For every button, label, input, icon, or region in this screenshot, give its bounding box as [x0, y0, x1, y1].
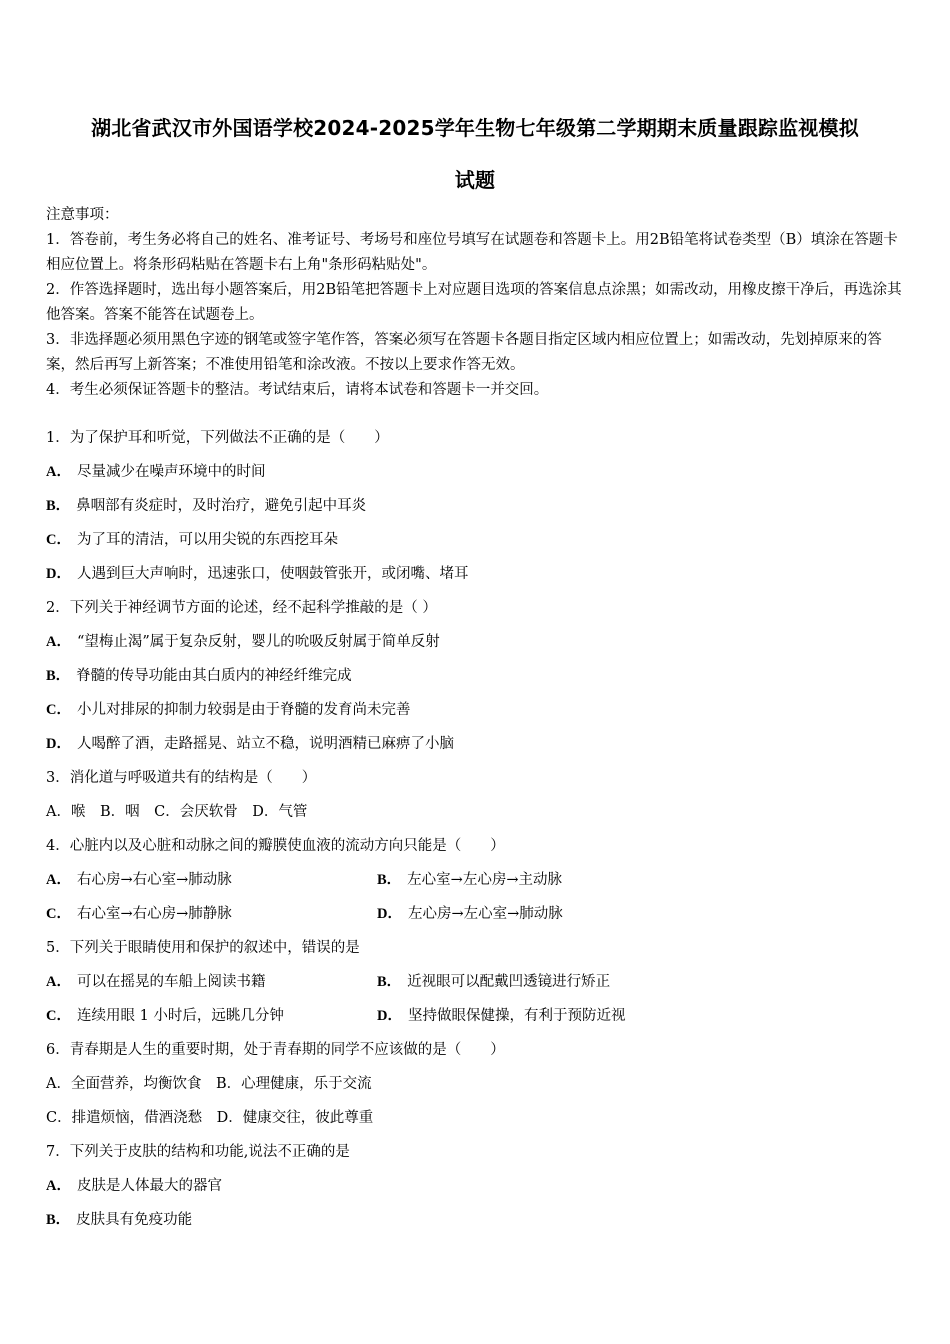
option-row: C． 右心室→右心房→肺静脉 D． 左心房→左心室→肺动脉	[46, 902, 906, 923]
option: D． 人遇到巨大声响时，迅速张口，使咽鼓管张开，或闭嘴、堵耳	[46, 566, 469, 582]
option: A． “望梅止渴”属于复杂反射，婴儿的吮吸反射属于简单反射	[46, 634, 440, 650]
question-stem: 5．下列关于眼睛使用和保护的叙述中，错误的是	[46, 940, 360, 956]
instructions-heading: 注意事项：	[46, 207, 119, 223]
instruction-item: 3．非选择题必须用黑色字迹的钢笔或签字笔作答，答案必须写在答题卡各题目指定区域内相应位置上；如需改动，先划掉原来的答案，然后再写上新答案；不准使用铅笔和涂改液。不按以上要求作答无效。	[46, 332, 882, 373]
question-stem: 2．下列关于神经调节方面的论述，经不起科学推敲的是（ ）	[46, 600, 437, 616]
option: D． 坚持做眼保健操，有利于预防近视	[377, 1008, 626, 1024]
option: B． 鼻咽部有炎症时，及时治疗，避免引起中耳炎	[46, 498, 367, 514]
option-row: A． 右心房→右心室→肺动脉 B． 左心室→左心房→主动脉	[46, 868, 906, 889]
page-title: 湖北省武汉市外国语学校2024-2025学年生物七年级第二学期期末质量跟踪监视模拟	[91, 116, 859, 140]
option-row: A． 可以在摇晃的车船上阅读书籍 B． 近视眼可以配戴凹透镜进行矫正	[46, 970, 906, 991]
instruction-item: 1．答卷前，考生务必将自己的姓名、准考证号、考场号和座位号填写在试题卷和答题卡上。用2B铅笔将试卷类型（B）填涂在答题卡相应位置上。将条形码粘贴在答题卡右上角"条形码粘贴处"。	[46, 232, 898, 273]
question-stem: 7．下列关于皮肤的结构和功能,说法不正确的是	[46, 1144, 350, 1160]
instruction-item: 4．考生必须保证答题卡的整洁。考试结束后，请将本试卷和答题卡一并交回。	[46, 382, 549, 398]
option: D． 左心房→左心室→肺动脉	[377, 906, 563, 922]
option: D． 人喝醉了酒，走路摇晃、站立不稳，说明酒精已麻痹了小脑	[46, 736, 454, 752]
question-stem: 3．消化道与呼吸道共有的结构是（ ）	[46, 770, 317, 786]
page-title-line2: 试题	[454, 168, 496, 192]
question-stem: 4．心脏内以及心脏和动脉之间的瓣膜使血液的流动方向只能是（ ）	[46, 838, 505, 854]
option: A． 皮肤是人体最大的器官	[46, 1178, 222, 1194]
inline-options: A．全面营养，均衡饮食 B．心理健康，乐于交流	[46, 1076, 372, 1092]
option: C． 为了耳的清洁，可以用尖锐的东西挖耳朵	[46, 532, 338, 548]
inline-options: C．排遣烦恼，借酒浇愁 D．健康交往，彼此尊重	[46, 1110, 374, 1126]
inline-options: A．喉 B．咽 C．会厌软骨 D．气管	[46, 804, 308, 820]
option: B． 左心室→左心房→主动脉	[377, 872, 562, 888]
instructions	[46, 203, 906, 403]
option: B． 近视眼可以配戴凹透镜进行矫正	[377, 974, 611, 990]
option: B． 皮肤具有免疫功能	[46, 1212, 193, 1228]
question-stem: 6．青春期是人生的重要时期，处于青春期的同学不应该做的是（ ）	[46, 1042, 505, 1058]
option-row: C． 连续用眼 1 小时后，远眺几分钟 D． 坚持做眼保健操，有利于预防近视	[46, 1004, 906, 1025]
option: A． 尽量减少在噪声环境中的时间	[46, 464, 266, 480]
option: C． 小儿对排尿的抑制力较弱是由于脊髓的发育尚未完善	[46, 702, 411, 718]
instruction-item: 2．作答选择题时，选出每小题答案后，用2B铅笔把答题卡上对应题目选项的答案信息点涂黑；如需改动，用橡皮擦干净后，再选涂其他答案。答案不能答在试题卷上。	[46, 282, 902, 323]
question-stem: 1．为了保护耳和听觉，下列做法不正确的是（ ）	[46, 430, 389, 446]
option: B． 脊髓的传导功能由其白质内的神经纤维完成	[46, 668, 352, 684]
